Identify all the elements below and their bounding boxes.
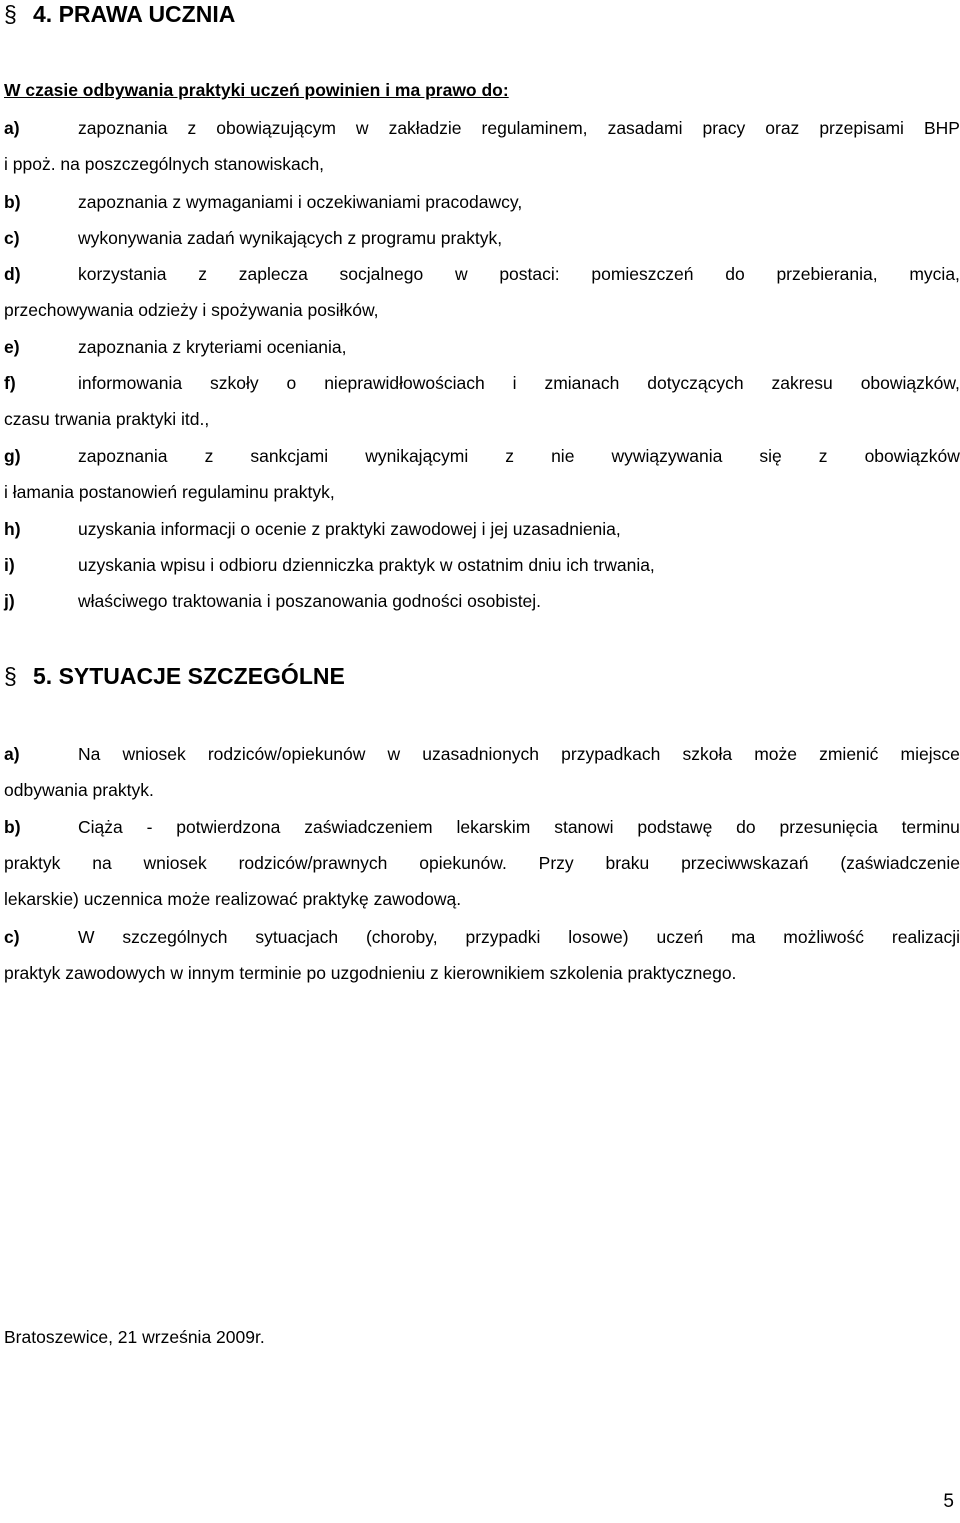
page-number: 5 [943, 1491, 954, 1512]
list-item [4, 110, 960, 182]
item-text: zapoznania z obowiązującym w zakładzie regulaminem, zasadami pracy oraz przepisami BHP [78, 118, 960, 138]
item-text-continued: lekarskie) uczennica może realizować praktykę zawodową. [4, 889, 462, 910]
list-item [4, 736, 960, 808]
item-label: d) [4, 264, 21, 284]
item-text: Na wniosek rodziców/opiekunów w uzasadnionych przypadkach szkoła może zmienić miejsce [78, 744, 960, 764]
item-text: zapoznania z wymaganiami i oczekiwaniami pracodawcy, [78, 192, 523, 212]
item-text: uzyskania wpisu i odbioru dzienniczka praktyk w ostatnim dniu ich trwania, [78, 555, 655, 575]
item-text: uzyskania informacji o ocenie z praktyki zawodowej i jej uzasadnienia, [78, 519, 621, 539]
item-label: b) [4, 192, 21, 212]
list-item [4, 184, 960, 220]
list-item [4, 809, 960, 918]
item-label: g) [4, 446, 21, 466]
section-4-heading [4, 0, 235, 28]
item-label: i) [4, 555, 15, 575]
list-item [4, 919, 960, 991]
item-label: b) [4, 817, 21, 837]
item-label: a) [4, 118, 20, 138]
item-text: W szczególnych sytuacjach (choroby, przypadki losowe) uczeń ma możliwość realizacji [78, 927, 960, 947]
item-label: j) [4, 591, 15, 611]
item-text: korzystania z zaplecza socjalnego w postaci: pomieszczeń do przebierania, mycia, [78, 264, 960, 284]
list-item [4, 329, 960, 365]
item-text-continued: i ppoż. na poszczególnych stanowiskach, [4, 154, 325, 175]
item-text-continued: praktyk na wniosek rodziców/prawnych opiekunów. Przy braku przeciwwskazań (zaświadczenie [4, 853, 960, 874]
item-label: h) [4, 519, 21, 539]
list-item [4, 583, 960, 619]
item-label: a) [4, 744, 20, 764]
item-text-continued: i łamania postanowień regulaminu praktyk, [4, 482, 335, 503]
list-item [4, 220, 960, 256]
section-4-title: 4. PRAWA UCZNIA [33, 1, 236, 27]
section-5-title: 5. SYTUACJE SZCZEGÓLNE [33, 663, 345, 689]
item-label: f) [4, 373, 16, 393]
item-text-continued: praktyk zawodowych w innym terminie po uzgodnieniu z kierownikiem szkolenia praktycznego. [4, 963, 737, 984]
item-text-continued: odbywania praktyk. [4, 780, 154, 801]
section-5-heading [4, 662, 345, 690]
item-text: Ciąża - potwierdzona zaświadczeniem lekarskim stanowi podstawę do przesunięcia terminu [78, 817, 960, 837]
list-item [4, 365, 960, 437]
list-item [4, 438, 960, 510]
rights-intro: W czasie odbywania praktyki uczeń powinien i ma prawo do: [4, 80, 509, 100]
item-label: e) [4, 337, 20, 357]
item-label: c) [4, 927, 20, 947]
item-text: informowania szkoły o nieprawidłowościach i zmianach dotyczących zakresu obowiązków, [78, 373, 960, 393]
item-text: zapoznania z kryteriami oceniania, [78, 337, 347, 357]
list-item [4, 547, 960, 583]
item-text: wykonywania zadań wynikających z programu praktyk, [78, 228, 503, 248]
section-symbol: § [4, 1, 17, 27]
item-text: właściwego traktowania i poszanowania godności osobistej. [78, 591, 542, 611]
list-item [4, 256, 960, 328]
item-text-continued: przechowywania odzieży i spożywania posiłków, [4, 300, 379, 321]
item-label: c) [4, 228, 20, 248]
place-and-date: Bratoszewice, 21 września 2009r. [4, 1327, 265, 1347]
item-text: zapoznania z sankcjami wynikającymi z nie wywiązywania się z obowiązków [78, 446, 960, 466]
section-symbol: § [4, 663, 17, 689]
list-item [4, 511, 960, 547]
item-text-continued: czasu trwania praktyki itd., [4, 409, 210, 430]
